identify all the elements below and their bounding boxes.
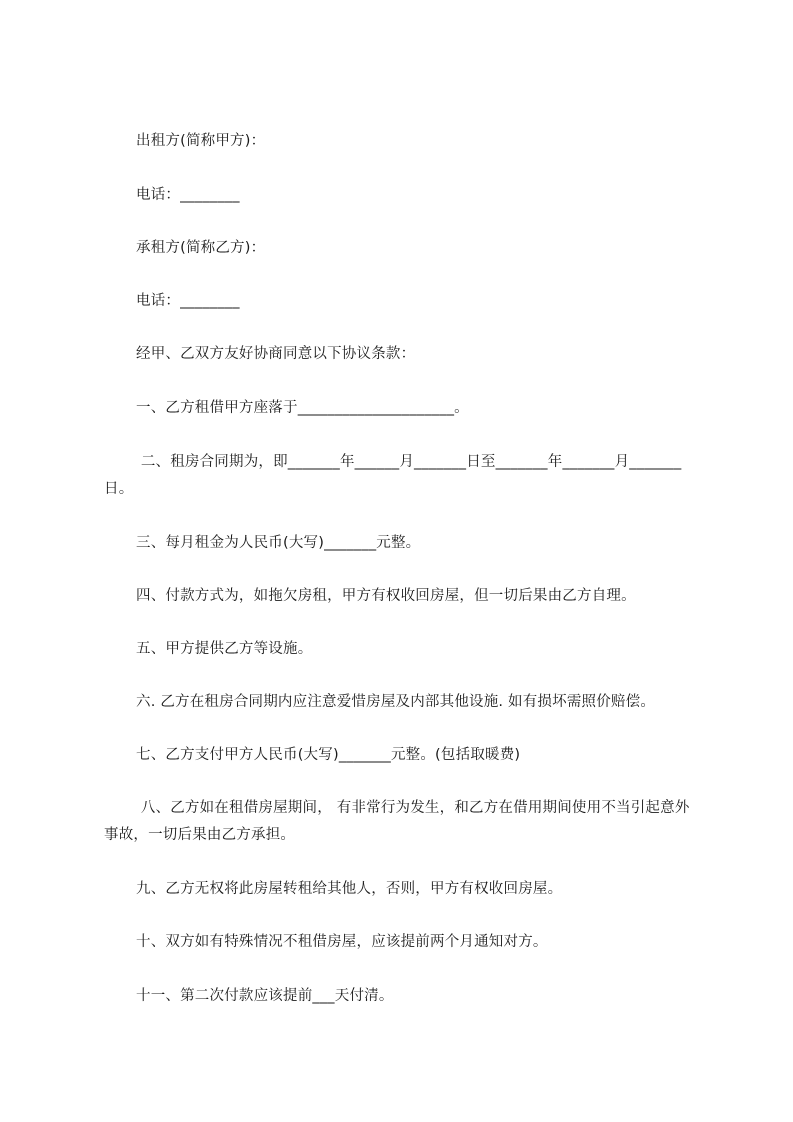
clause-9: 九、乙方无权将此房屋转租给其他人，否则，甲方有权收回房屋。 [136, 881, 563, 897]
lessor-line: 出租方(简称甲方)： [136, 133, 266, 149]
clause-6: 六. 乙方在租房合同期内应注意爱惜房屋及内部其他设施. 如有损坏需照价赔偿。 [136, 694, 656, 710]
clause-8: 八、乙方如在租借房屋期间， 有非常行为发生，和乙方在借用期间使用不当引起意外事故，一切后果由乙方承担。 [104, 800, 690, 843]
clause-3: 三、每月租金为人民币(大写)_______元整。 [136, 535, 421, 551]
lessor-phone-line: 电话：________ [136, 187, 240, 203]
clause-7: 七、乙方支付甲方人民币(大写)_______元整。(包括取暖费) [136, 747, 521, 763]
clause-11: 十一、第二次付款应该提前___天付清。 [136, 988, 394, 1004]
lessee-phone-line: 电话：________ [136, 293, 240, 309]
clause-5: 五、甲方提供乙方等设施。 [136, 641, 313, 657]
lessee-line: 承租方(简称乙方)： [136, 240, 266, 256]
clause-1: 一、乙方租借甲方座落于_____________________。 [136, 400, 469, 416]
clause-10: 十、双方如有特殊情况不租借房屋，应该提前两个月通知对方。 [136, 934, 548, 950]
clause-4: 四、付款方式为，如拖欠房租，甲方有权收回房屋，但一切后果由乙方自理。 [136, 588, 636, 604]
clause-2: 二、租房合同期为，即_______年______月_______日至_______年_______月_______日。 [104, 454, 682, 497]
agreement-intro: 经甲、乙双方友好协商同意以下协议条款： [136, 346, 416, 362]
